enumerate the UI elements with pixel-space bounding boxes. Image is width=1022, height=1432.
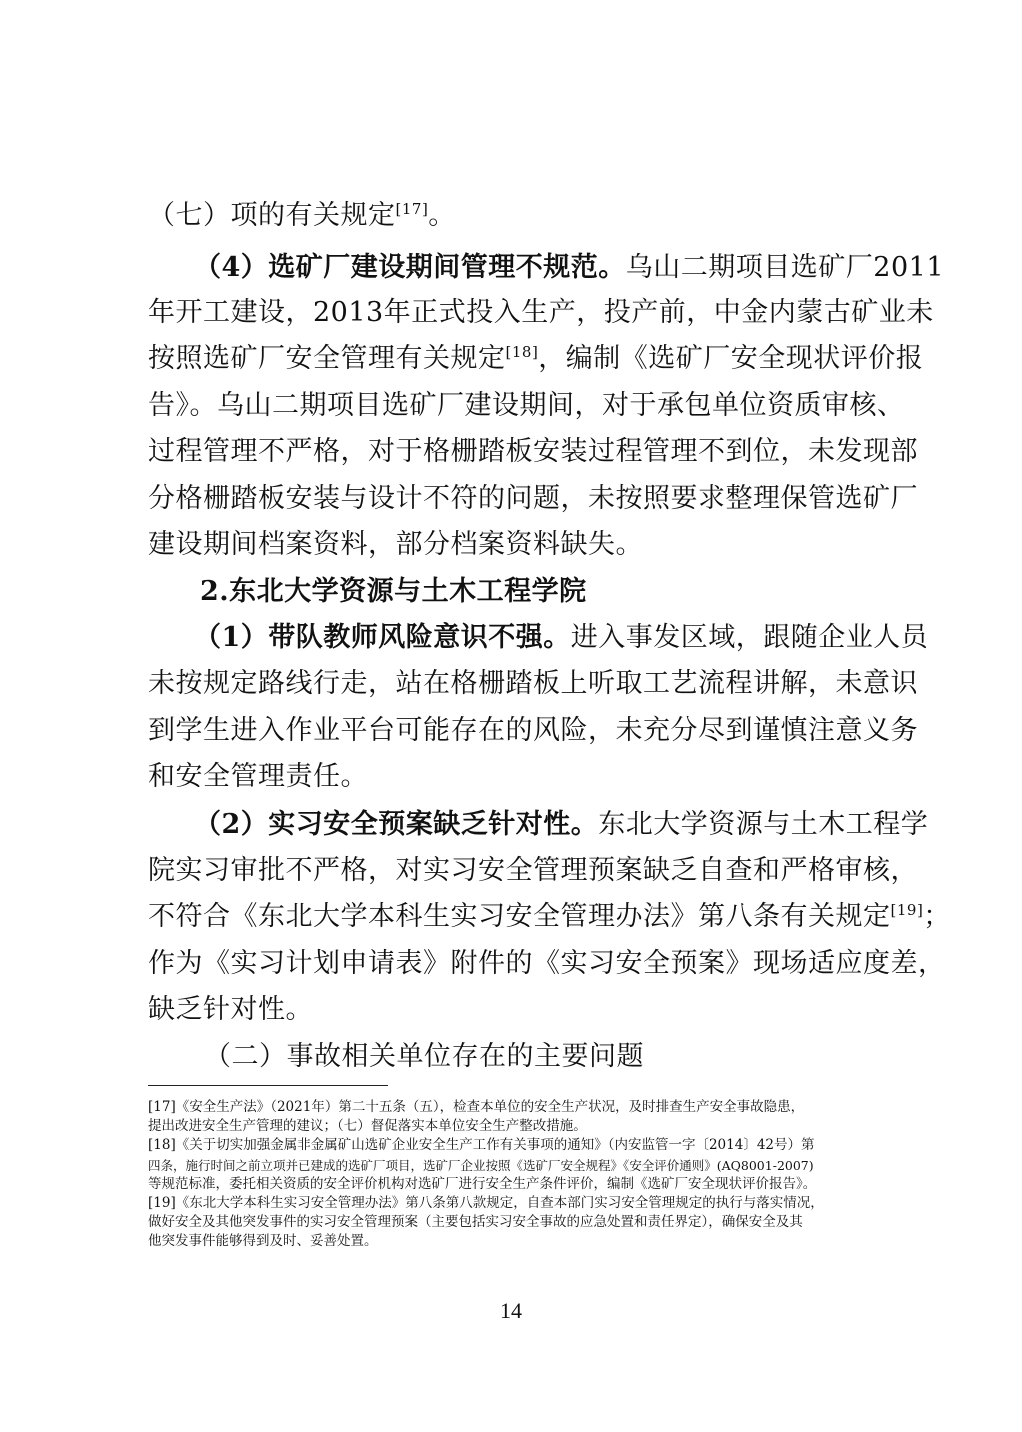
paragraph-heading: （1）带队教师风险意识不强。: [194, 622, 571, 653]
section-heading: 2.东北大学资源与土木工程学院: [200, 576, 587, 607]
body-text: 进入事发区域，跟随企业人员: [570, 622, 929, 653]
body-line: [148, 339, 924, 379]
footnote-18-line: 等规范标准，委托相关资质的安全评价机构对选矿厂进行安全生产条件评价，编制《选矿厂安全现状评价报告》。: [148, 1176, 817, 1192]
body-text: 乌山二期项目选矿厂2011: [625, 252, 945, 283]
body-line: 缺乏针对性。: [148, 994, 313, 1025]
footnote-18-line: 四条，施行时间之前立项并已建成的选矿厂项目，选矿厂企业按照《选矿厂安全规程》《安全评价通则》(AQ8001-2007): [148, 1158, 814, 1173]
body-text: 。: [428, 200, 456, 231]
body-line: 未按规定路线行走，站在格栅踏板上听取工艺流程讲解，未意识: [148, 668, 918, 699]
body-line: [148, 248, 945, 288]
body-line: 分格栅踏板安装与设计不符的问题，未按照要求整理保管选矿厂: [148, 483, 918, 514]
body-line: [148, 196, 888, 236]
section-heading: （二）事故相关单位存在的主要问题: [204, 1041, 644, 1072]
footnote-17-line: [17]《安全生产法》（2021年）第二十五条（五），检查本单位的安全生产状况，及时排查生产安全事故隐患，: [148, 1099, 805, 1115]
footnote-17-line: 提出改进安全生产管理的建议；（七）督促落实本单位安全生产整改措施。: [148, 1118, 587, 1134]
body-text: ；: [923, 901, 951, 932]
footnote-ref-17: [17]: [395, 200, 429, 218]
body-line: 院实习审批不严格，对实习安全管理预案缺乏自查和严格审核，: [148, 855, 918, 886]
footnote-separator: [148, 1085, 388, 1086]
body-line: 建设期间档案资料，部分档案资料缺失。: [148, 529, 643, 560]
body-text: （七）项的有关规定: [148, 200, 396, 231]
body-line: [148, 618, 929, 658]
body-line: 作为《实习计划申请表》附件的《实习安全预案》现场适应度差，: [148, 948, 946, 979]
paragraph-heading: （2）实习安全预案缺乏针对性。: [194, 809, 599, 840]
body-text: 按照选矿厂安全管理有关规定: [148, 343, 506, 374]
body-line: 过程管理不严格，对于格栅踏板安装过程管理不到位，未发现部: [148, 436, 918, 467]
footnote-19-line: 他突发事件能够得到及时、妥善处置。: [148, 1233, 378, 1249]
footnote-19-line: 做好安全及其他突发事件的实习安全管理预案（主要包括实习安全事故的应急处置和责任界定），确保安全及其: [148, 1214, 803, 1230]
body-line: 年开工建设，2013年正式投入生产，投产前，中金内蒙古矿业未: [148, 297, 934, 328]
body-line: 到学生进入作业平台可能存在的风险，未充分尽到谨慎注意义务: [148, 715, 918, 746]
body-line: [148, 805, 929, 845]
body-text: 不符合《东北大学本科生实习安全管理办法》第八条有关规定: [148, 901, 891, 932]
page-number: 14: [500, 1298, 522, 1323]
body-line: [148, 897, 951, 937]
footnote-ref-18: [18]: [505, 343, 539, 361]
body-text: ，编制《选矿厂安全现状评价报: [538, 343, 924, 374]
body-line: 告》。乌山二期项目选矿厂建设期间，对于承包单位资质审核、: [148, 390, 905, 421]
paragraph-heading: （4）选矿厂建设期间管理不规范。: [194, 252, 626, 283]
body-line: 和安全管理责任。: [148, 761, 368, 792]
footnote-18-line: [18]《关于切实加强金属非金属矿山选矿企业安全生产工作有关事项的通知》（内安监管一字〔2014〕42号）第: [148, 1137, 815, 1153]
footnote-ref-19: [19]: [890, 901, 924, 919]
footnote-19-line: [19]《东北大学本科生实习安全管理办法》第八条第八款规定，自查本部门实习安全管理规定的执行与落实情况，: [148, 1195, 824, 1211]
body-text: 东北大学资源与土木工程学: [598, 809, 929, 840]
